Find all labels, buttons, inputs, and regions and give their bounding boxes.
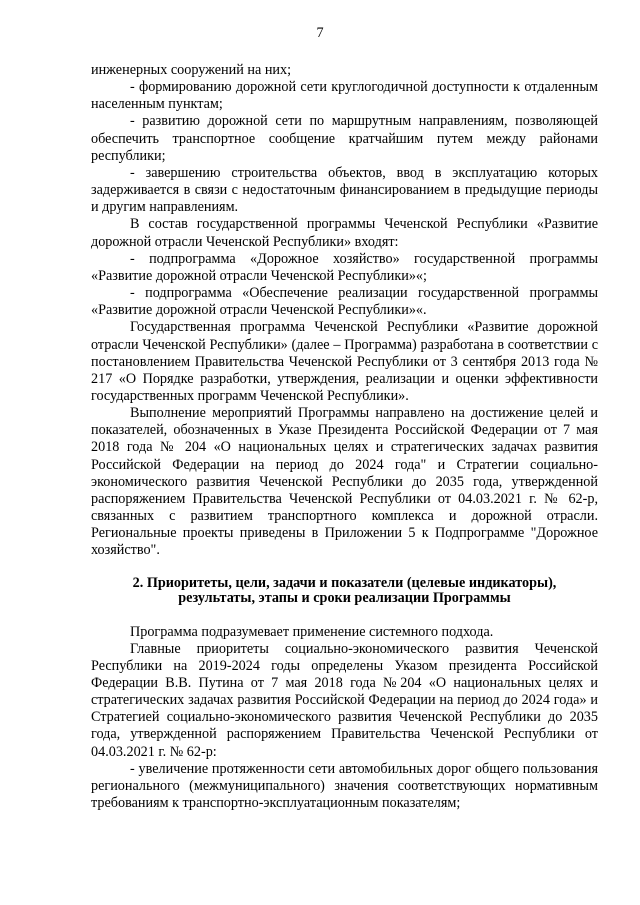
paragraph: Главные приоритеты социально-экономического развития Чеченской Республики на 2019-2024 годы определены Указом президента Российской Федерации В.В. Путина от 7 мая 2018 года №204 «О национальных целях и стратегических задачах развития Российской Федерации на период до 2024 года» и Стратегией социально-экономического развития Чеченской Республики до 2035 года, утвержденной распоряжением Правительства Чеченской Республики от 04.03.2021 г. № 62-р: bbox=[91, 640, 598, 760]
list-item: - увеличение протяженности сети автомобильных дорог общего пользования регионального (межмуниципального) значения соответствующих нормативным требованиям к транспортно-эксплуатационным показателям; bbox=[91, 760, 598, 812]
list-item: - подпрограмма «Обеспечение реализации государственной программы «Развитие дорожной отрасли Чеченской Республики»«. bbox=[91, 285, 598, 319]
paragraph: инженерных сооружений на них; bbox=[91, 62, 292, 78]
section-heading-line: результаты, этапы и сроки реализации Программы bbox=[178, 590, 511, 607]
list-item: - формированию дорожной сети круглогодичной доступности к отдаленным населенным пунктам; bbox=[91, 79, 598, 113]
list-item: - развитию дорожной сети по маршрутным направлениям, позволяющей обеспечить транспортное сообщение кратчайшим путем между районами республики; bbox=[91, 113, 598, 164]
paragraph: Государственная программа Чеченской Республики «Развитие дорожной отрасли Чеченской Республики» (далее – Программа) разработана в соответствии с постановлением Правительства Чеченской Республики от 3 сентября 2013 года № 217 «О Порядке разработки, утверждения, реализации и оценки эффективности государственных программ Чеченской Республики». bbox=[91, 319, 598, 404]
paragraph: Выполнение мероприятий Программы направлено на достижение целей и показателей, обозначенных в Указе Президента Российской Федерации от 7 мая 2018 года № 204 «О национальных целях и стратегических задачах развития Российской Федерации на период до 2024 года" и Стратегии социально-экономического развития Чеченской Республики до 2035 года, утвержденной распоряжением Правительства Чеченской Республики от 04.03.2021 г. № 62-р, связанных с развитием транспортного комплекса и дорожной отрасли. Региональные проекты приведены в Приложении 5 к Подпрограмме "Дорожное хозяйство". bbox=[91, 405, 598, 559]
section-heading bbox=[91, 576, 598, 607]
page-number: 7 bbox=[316, 25, 324, 41]
document-body bbox=[91, 62, 598, 812]
paragraph: Программа подразумевает применение системного подхода. bbox=[130, 623, 494, 640]
paragraph: В состав государственной программы Чеченской Республики «Развитие дорожной отрасли Чеченской Республики» входят: bbox=[91, 216, 598, 250]
section-heading-line: 2. Приоритеты, цели, задачи и показатели (целевые индикаторы), bbox=[132, 574, 557, 591]
list-item: - завершению строительства объектов, ввод в эксплуатацию которых задерживается в связи с недостаточным финансированием в предыдущие периоды и другим направлениям. bbox=[91, 164, 598, 216]
list-item: - подпрограмма «Дорожное хозяйство» государственной программы «Развитие дорожной отрасли Чеченской Республики»«; bbox=[91, 250, 598, 284]
